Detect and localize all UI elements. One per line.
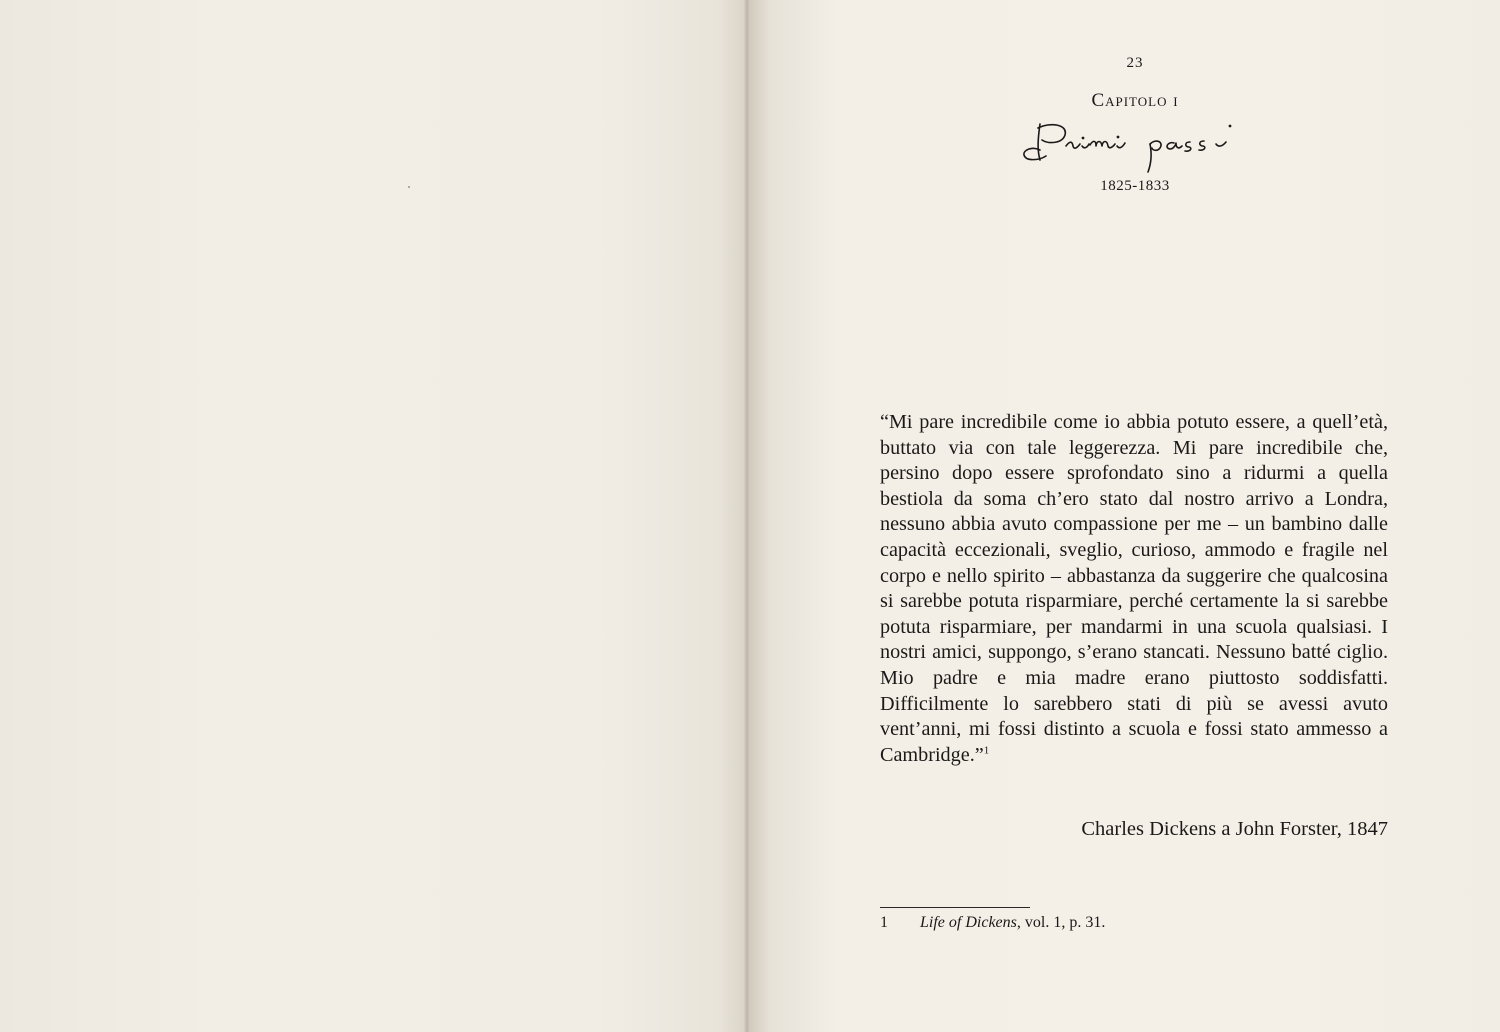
left-page-blank <box>0 0 748 1032</box>
epigraph-text: “Mi pare incredibile come io abbia potuto essere, a quell’età, buttato via con tale leggerezza. Mi pare incredibile che, persino dopo essere sprofondato sino a ridurmi a quella bestiola da soma ch’ero stato dal nostro arrivo a Londra, nessuno abbia avuto compassione per me – un bambino dalle capacità eccezionali, sveglio, curioso, ammodo e fragile nel corpo e nello spirito – abbastanza da suggerire che qualcosina si sarebbe potuta risparmiare, perché certamente la si sarebbe potuta risparmiare, per mandarmi in una scuola qualsiasi. I nostri amici, suppongo, s’erano stancati. Nessuno batté ciglio. Mio padre e mia madre erano piuttosto soddisfatti. Difficilmente lo sarebbero stati di più se avessi avuto vent’anni, mi fossi distinto a scuola e fossi stato ammesso a Cambridge.” <box>880 411 1388 766</box>
footnote <box>880 914 1300 932</box>
page-number: 23 <box>1126 55 1144 71</box>
epigraph-attribution: Charles Dickens a John Forster, 1847 <box>1081 818 1388 840</box>
book-gutter <box>744 0 750 1032</box>
footnote-number: 1 <box>880 914 888 931</box>
paper-speck <box>408 186 410 188</box>
epigraph-quote <box>880 410 1388 768</box>
chapter-label: Capitolo i <box>1091 90 1179 111</box>
footnote-source-details: , vol. 1, p. 31. <box>1016 914 1106 931</box>
handwritten-title-graphic <box>1010 110 1260 180</box>
chapter-years: 1825-1833 <box>1100 178 1170 194</box>
footnote-divider <box>880 907 1030 908</box>
chapter-title-handwritten <box>1010 110 1260 180</box>
footnote-marker: 1 <box>983 743 990 756</box>
footnote-source-title: Life of Dickens <box>920 914 1017 931</box>
